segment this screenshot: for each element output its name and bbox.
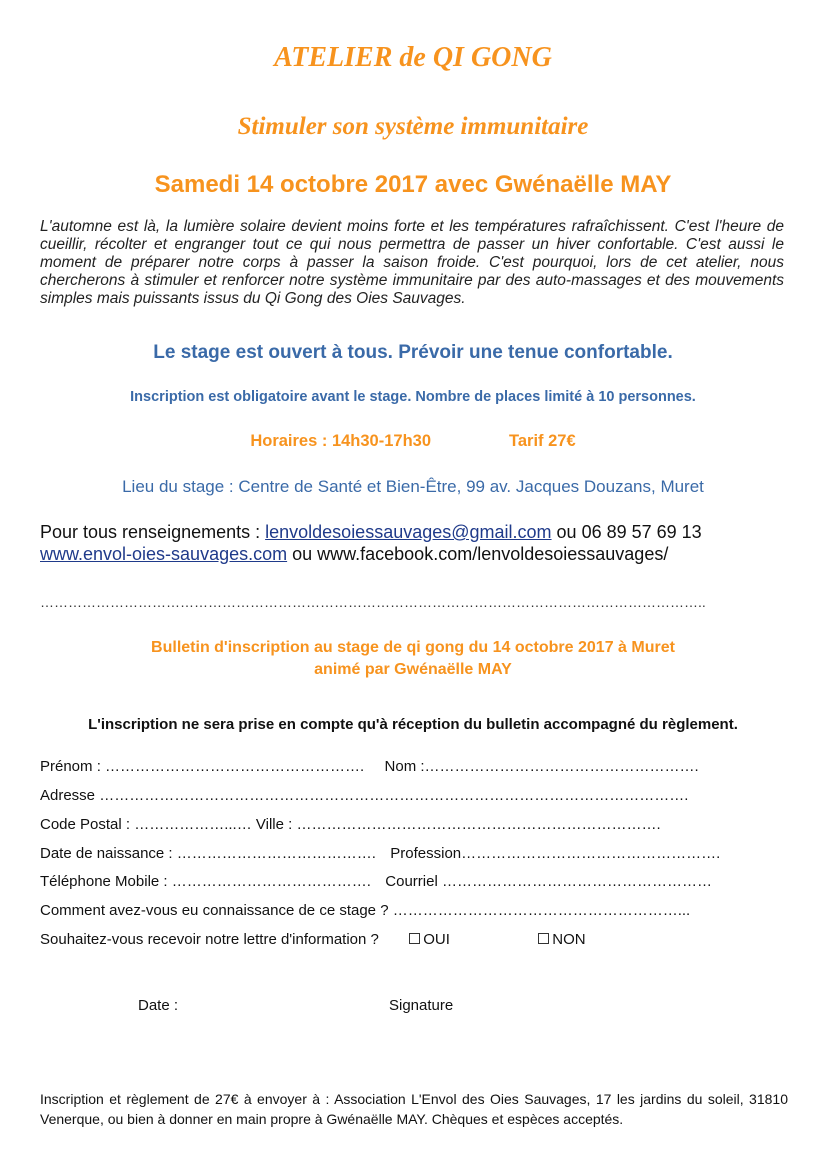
cut-line-separator: …………………………………………………………………………………………………………………………….. (40, 594, 706, 610)
page-subtitle: Stimuler son système immunitaire (237, 113, 589, 140)
footer-instructions: Inscription et règlement de 27€ à envoyer à : Association L'Envol des Oies Sauvages, 17 les jardins du soleil, 31810 Venerque, ou bien à donner en main propre à Gwénaëlle MAY. Chèques et espèces acceptés. (40, 1091, 788, 1127)
prenom-field[interactable]: Prénom : ……………………………………………. (40, 758, 365, 775)
inscription-mandatory-line: Inscription est obligatoire avant le stage. Nombre de places limité à 10 personnes. (130, 389, 696, 405)
adresse-field[interactable]: Adresse ………………………………………………………………………………………………………. (40, 787, 689, 804)
contact-prefix: Pour tous renseignements : (40, 522, 266, 542)
registration-notice: L'inscription ne sera prise en compte qu'à réception du bulletin accompagné du règlement. (88, 716, 738, 733)
form-row-newsletter (40, 931, 800, 948)
page-title: ATELIER de QI GONG (274, 42, 552, 73)
contact-info (40, 521, 800, 565)
form-row-names (40, 758, 800, 775)
venue-line: Lieu du stage : Centre de Santé et Bien-Être, 99 av. Jacques Douzans, Muret (122, 477, 704, 496)
form-row-contact (40, 873, 800, 890)
event-date: Samedi 14 octobre 2017 avec Gwénaëlle MAY (154, 171, 672, 198)
non-checkbox[interactable] (538, 931, 585, 948)
non-label: NON (552, 931, 586, 948)
tarif: Tarif 27€ (509, 432, 576, 450)
open-to-all-line: Le stage est ouvert à tous. Prévoir une tenue confortable. (153, 342, 673, 363)
checkbox-icon (538, 933, 549, 944)
code-postal-field[interactable]: Code Postal : ………………...… (40, 816, 252, 833)
form-row-city (40, 816, 800, 833)
signature-label: Signature (389, 997, 454, 1014)
website-link[interactable]: www.envol-oies-sauvages.com (40, 544, 288, 564)
newsletter-question: Souhaitez-vous recevoir notre lettre d'information ? (40, 931, 379, 948)
nom-field[interactable]: Nom :………………………………………………. (384, 758, 699, 775)
date-label: Date : (138, 997, 179, 1014)
contact-phone: ou 06 89 57 69 13 (551, 522, 702, 542)
connaissance-field[interactable]: Comment avez-vous eu connaissance de ce stage ? …………………………………………………... (40, 902, 691, 919)
profession-field[interactable]: Profession……………………………………………. (390, 845, 721, 862)
bulletin-title-line1: Bulletin d'inscription au stage de qi gong du 14 octobre 2017 à Muret (151, 639, 675, 656)
oui-label: OUI (423, 931, 450, 948)
intro-paragraph: L'automne est là, la lumière solaire devient moins forte et les températures rafraîchissent. C'est l'heure de cueillir, récolter et engranger tout ce qui nous permettra de passer un hiver confortable. C'est aussi le moment de préparer notre corps à passer la saison froide. C'est pourquoi, lors de cet atelier, nous chercherons à stimuler et renforcer notre système immunitaire par des auto-massages et des mouvements simples mais puissants issus du Qi Gong des Oies Sauvages. (40, 218, 784, 307)
bulletin-title-line2: animé par Gwénaëlle MAY (314, 661, 512, 678)
facebook-text: ou www.facebook.com/lenvoldesoiessauvages/ (287, 544, 669, 564)
bulletin-title (0, 637, 826, 681)
date-naissance-field[interactable]: Date de naissance : …………………………………. (40, 845, 376, 862)
telephone-field[interactable]: Téléphone Mobile : …………………………………. (40, 873, 371, 890)
courriel-field[interactable]: Courriel ……………………………………………… (385, 873, 712, 890)
schedule-line (0, 432, 826, 451)
checkbox-icon (409, 933, 420, 944)
email-link[interactable]: lenvoldesoiessauvages@gmail.com (265, 522, 552, 542)
ville-field[interactable]: Ville : ………………………………………………………………. (255, 816, 661, 833)
oui-checkbox[interactable] (409, 931, 450, 948)
horaires: Horaires : 14h30-17h30 (250, 432, 432, 450)
form-row-birth (40, 845, 800, 862)
